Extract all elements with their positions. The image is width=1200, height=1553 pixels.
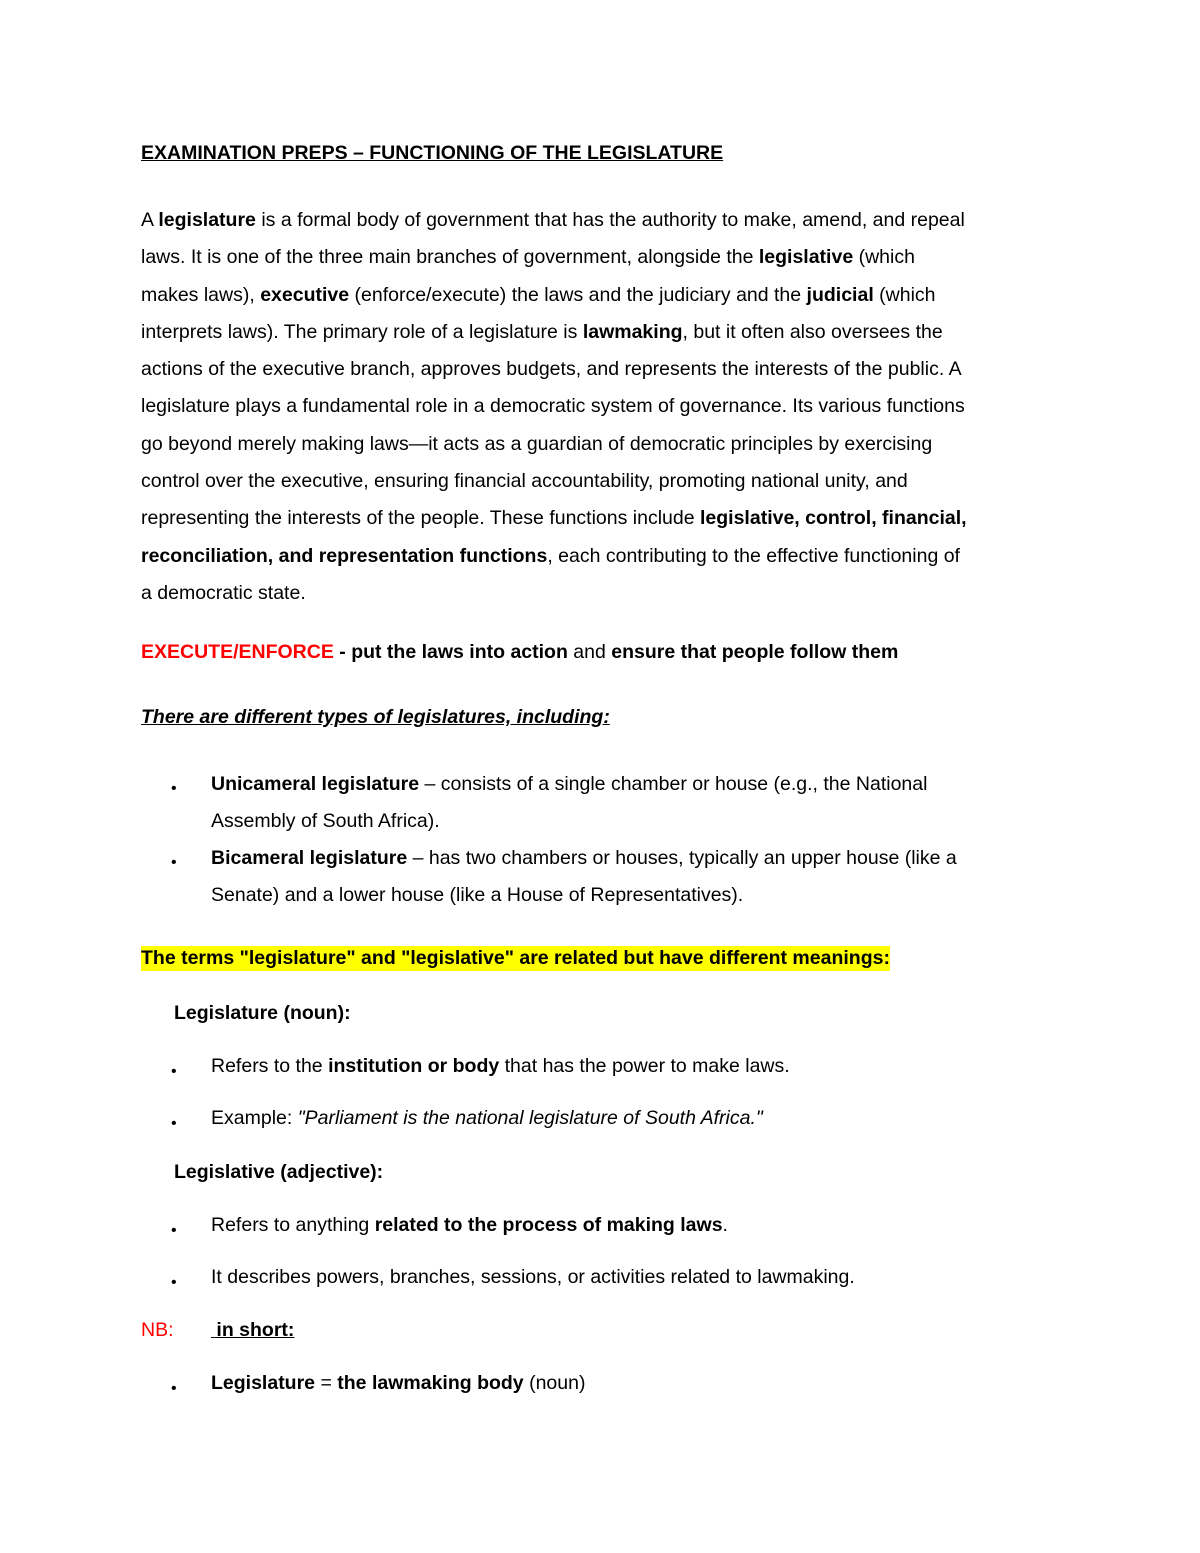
text-run: is a formal body of government that has the authority to make, amend, and repeal xyxy=(255,209,965,231)
text-run: and xyxy=(567,641,612,663)
bold-term: the lawmaking body xyxy=(337,1372,524,1394)
text-run: (which xyxy=(873,283,936,306)
bold-term: lawmaking xyxy=(582,320,683,343)
bullet-icon: • xyxy=(171,1380,177,1397)
item-line xyxy=(211,766,927,803)
intro-line xyxy=(141,538,1071,575)
text-run: , each contributing to the effective functioning of xyxy=(547,544,960,567)
list-item-bicameral xyxy=(211,840,957,915)
bullet-icon: • xyxy=(171,780,177,797)
bullet-icon: • xyxy=(171,1222,177,1239)
bold-term: legislature xyxy=(158,209,256,231)
text-run: (enforce/execute) the laws and the judiciary and the xyxy=(349,283,807,306)
execute-enforce-definition xyxy=(141,641,898,664)
bold-term: related to the process of making laws xyxy=(374,1214,723,1236)
intro-line xyxy=(141,202,1071,239)
intro-line: actions of the executive branch, approves budgets, and represents the interests of the public. A xyxy=(141,358,962,381)
bold-term: ensure that people follow them xyxy=(611,641,899,663)
text-run: interprets laws). The primary role of a legislature is xyxy=(141,320,583,343)
bold-term: Unicameral legislature xyxy=(211,773,420,795)
types-heading: There are different types of legislatures, including: xyxy=(141,706,610,728)
text-run: , but it often also oversees the xyxy=(682,320,943,343)
italic-example: "Parliament is the national legislature of South Africa." xyxy=(297,1107,763,1129)
dash: - xyxy=(333,641,352,663)
text-run: that has the power to make laws. xyxy=(499,1055,790,1077)
text-run: A xyxy=(141,209,159,231)
item-line xyxy=(211,840,957,877)
text-run: – consists of a single chamber or house (e.g., the National xyxy=(419,773,928,795)
bullet-icon: • xyxy=(171,1274,177,1291)
bold-term: judicial xyxy=(806,283,874,306)
text-run: makes laws), xyxy=(141,283,261,306)
text-run: (noun) xyxy=(523,1372,586,1394)
item-line: Senate) and a lower house (like a House of Representatives). xyxy=(211,884,744,907)
intro-paragraph xyxy=(141,202,1071,612)
legislative-adjective-heading: Legislative (adjective): xyxy=(174,1161,384,1183)
bullet-icon: • xyxy=(171,1115,177,1132)
intro-line: a democratic state. xyxy=(141,581,306,604)
intro-line xyxy=(141,500,1071,537)
list-item-adjective-description: It describes powers, branches, sessions, or activities related to lawmaking. xyxy=(211,1266,855,1288)
bold-term: legislative xyxy=(758,246,854,269)
highlighted-terms-heading: The terms "legislature" and "legislative" are related but have different meanings: xyxy=(141,947,890,969)
text-run: Refers to the xyxy=(211,1055,329,1077)
item-line: Assembly of South Africa). xyxy=(211,810,440,833)
list-item-adjective-definition xyxy=(211,1214,728,1237)
bold-term: legislative, control, financial, xyxy=(700,507,967,530)
text-run: = xyxy=(315,1372,338,1394)
list-item-summary xyxy=(211,1372,585,1395)
intro-line xyxy=(141,314,1071,351)
execute-term: EXECUTE/ENFORCE xyxy=(141,641,334,663)
intro-line: control over the executive, ensuring financial accountability, promoting national unity, and xyxy=(141,470,908,493)
bold-term: institution or body xyxy=(328,1055,500,1077)
bold-term: Legislature xyxy=(211,1372,316,1394)
intro-line: go beyond merely making laws—it acts as a guardian of democratic principles by exercising xyxy=(141,432,933,455)
text-run: – has two chambers or houses, typically an upper house (like a xyxy=(407,847,957,869)
intro-line: legislature plays a fundamental role in a democratic system of governance. Its various functions xyxy=(141,395,965,418)
intro-line xyxy=(141,239,1071,276)
nb-label: NB: xyxy=(141,1319,174,1341)
in-short-heading: in short: xyxy=(211,1319,295,1341)
bold-term: reconciliation, and representation functions xyxy=(141,544,548,567)
bold-term: put the laws into action xyxy=(351,641,568,663)
text-run: Refers to anything xyxy=(211,1214,375,1236)
bullet-icon: • xyxy=(171,1063,177,1080)
text-run: (which xyxy=(853,246,915,269)
text-run: representing the interests of the people. These functions include xyxy=(141,507,700,530)
list-item-noun-example xyxy=(211,1107,763,1130)
bullet-icon: • xyxy=(171,854,177,871)
bold-term: Bicameral legislature xyxy=(211,847,408,869)
text-run: laws. It is one of the three main branches of government, alongside the xyxy=(141,246,759,269)
legislature-noun-heading: Legislature (noun): xyxy=(174,1002,351,1024)
list-item-noun-definition xyxy=(211,1055,790,1078)
text-run: Example: xyxy=(211,1107,298,1129)
bold-term: executive xyxy=(260,283,350,306)
document-title: EXAMINATION PREPS – FUNCTIONING OF THE LEGISLATURE xyxy=(141,142,724,164)
list-item-unicameral xyxy=(211,766,927,841)
intro-line xyxy=(141,277,1071,314)
text-run: . xyxy=(722,1214,728,1236)
